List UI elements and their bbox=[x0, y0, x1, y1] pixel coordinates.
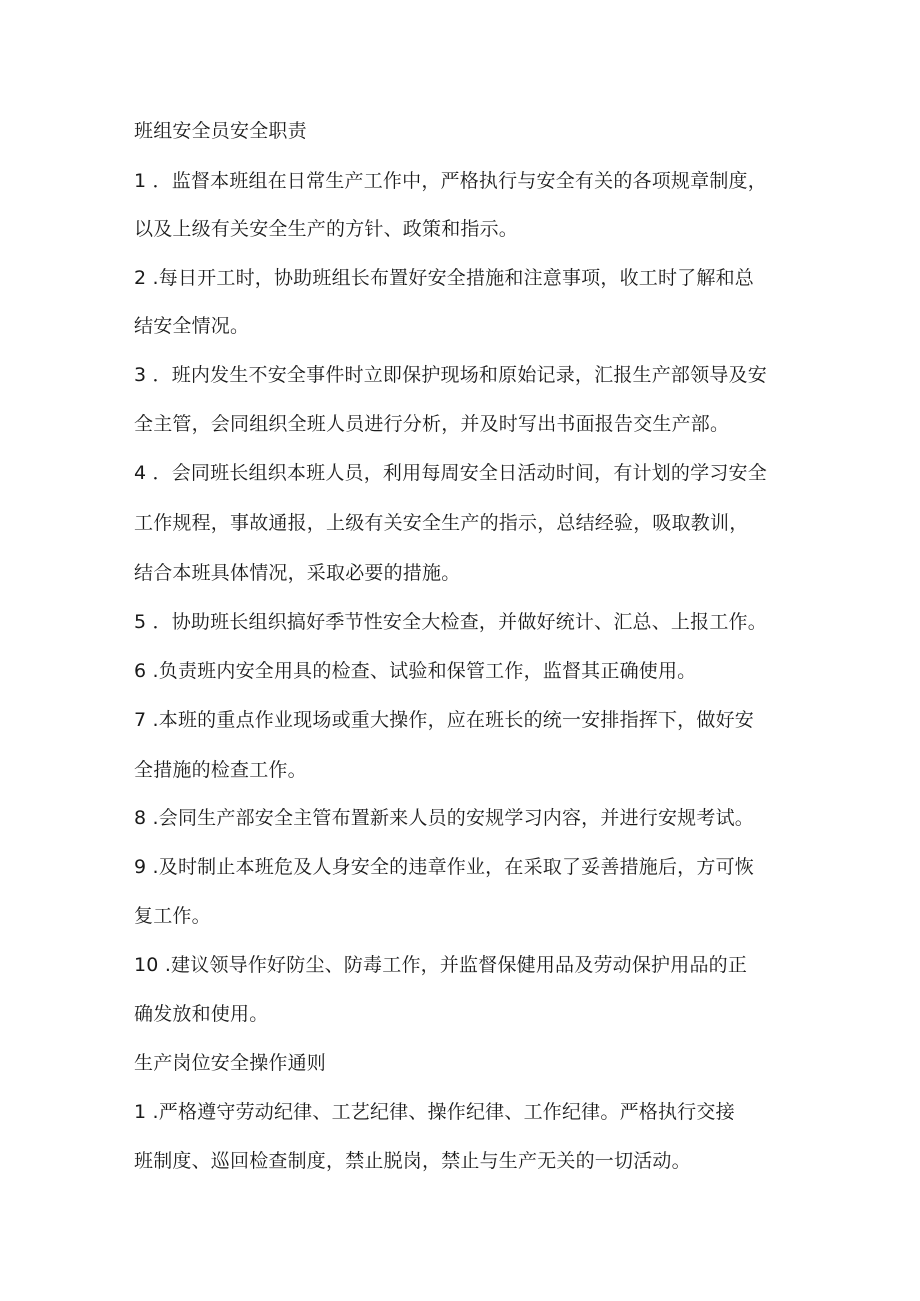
item-2-line-2: 结安全情况。 bbox=[134, 315, 250, 337]
item-8-line-1: 8 .会同生产部安全主管布置新来人员的安规学习内容，并进行安规考试。 bbox=[134, 807, 754, 829]
item-9-line-2: 复工作。 bbox=[134, 905, 211, 927]
item-1-line-2: 以及上级有关安全生产的方针、政策和指示。 bbox=[134, 218, 519, 240]
item-9-line-1: 9 .及时制止本班危及人身安全的违章作业，在采取了妥善措施后，方可恢 bbox=[134, 856, 754, 878]
item-10-line-1: 10 .建议领导作好防尘、防毒工作，并监督保健用品及劳动保护用品的正 bbox=[134, 954, 748, 976]
item-7-line-1: 7 .本班的重点作业现场或重大操作，应在班长的统一安排指挥下，做好安 bbox=[134, 709, 754, 731]
rule-1-line-1: 1 .严格遵守劳动纪律、工艺纪律、操作纪律、工作纪律。严格执行交接 bbox=[134, 1101, 735, 1123]
item-10-line-2: 确发放和使用。 bbox=[134, 1003, 269, 1025]
item-3-line-1: 3 ．班内发生不安全事件时立即保护现场和原始记录，汇报生产部领导及安 bbox=[134, 364, 767, 386]
section-title-2: 生产岗位安全操作通则 bbox=[134, 1052, 327, 1074]
item-1-line-1: 1 ．监督本班组在日常生产工作中，严格执行与安全有关的各项规章制度， bbox=[134, 170, 767, 192]
item-4-line-3: 结合本班具体情况，采取必要的措施。 bbox=[134, 562, 461, 584]
item-2-line-1: 2 .每日开工时，协助班组长布置好安全措施和注意事项，收工时了解和总 bbox=[134, 267, 754, 289]
item-3-line-2: 全主管，会同组织全班人员进行分析，并及时写出书面报告交生产部。 bbox=[134, 413, 730, 435]
item-6-line-1: 6 .负责班内安全用具的检查、试验和保管工作，监督其正确使用。 bbox=[134, 660, 697, 682]
section-title-1: 班组安全员安全职责 bbox=[134, 120, 307, 142]
item-7-line-2: 全措施的检查工作。 bbox=[134, 759, 307, 781]
item-5-line-1: 5 ．协助班长组织搞好季节性安全大检查，并做好统计、汇总、上报工作。 bbox=[134, 611, 767, 633]
item-4-line-1: 4 ．会同班长组织本班人员，利用每周安全日活动时间，有计划的学习安全 bbox=[134, 462, 767, 484]
rule-1-line-2: 班制度、巡回检查制度，禁止脱岗，禁止与生产无关的一切活动。 bbox=[134, 1150, 691, 1172]
item-4-line-2: 工作规程，事故通报，上级有关安全生产的指示，总结经验，吸取教训， bbox=[134, 512, 749, 534]
